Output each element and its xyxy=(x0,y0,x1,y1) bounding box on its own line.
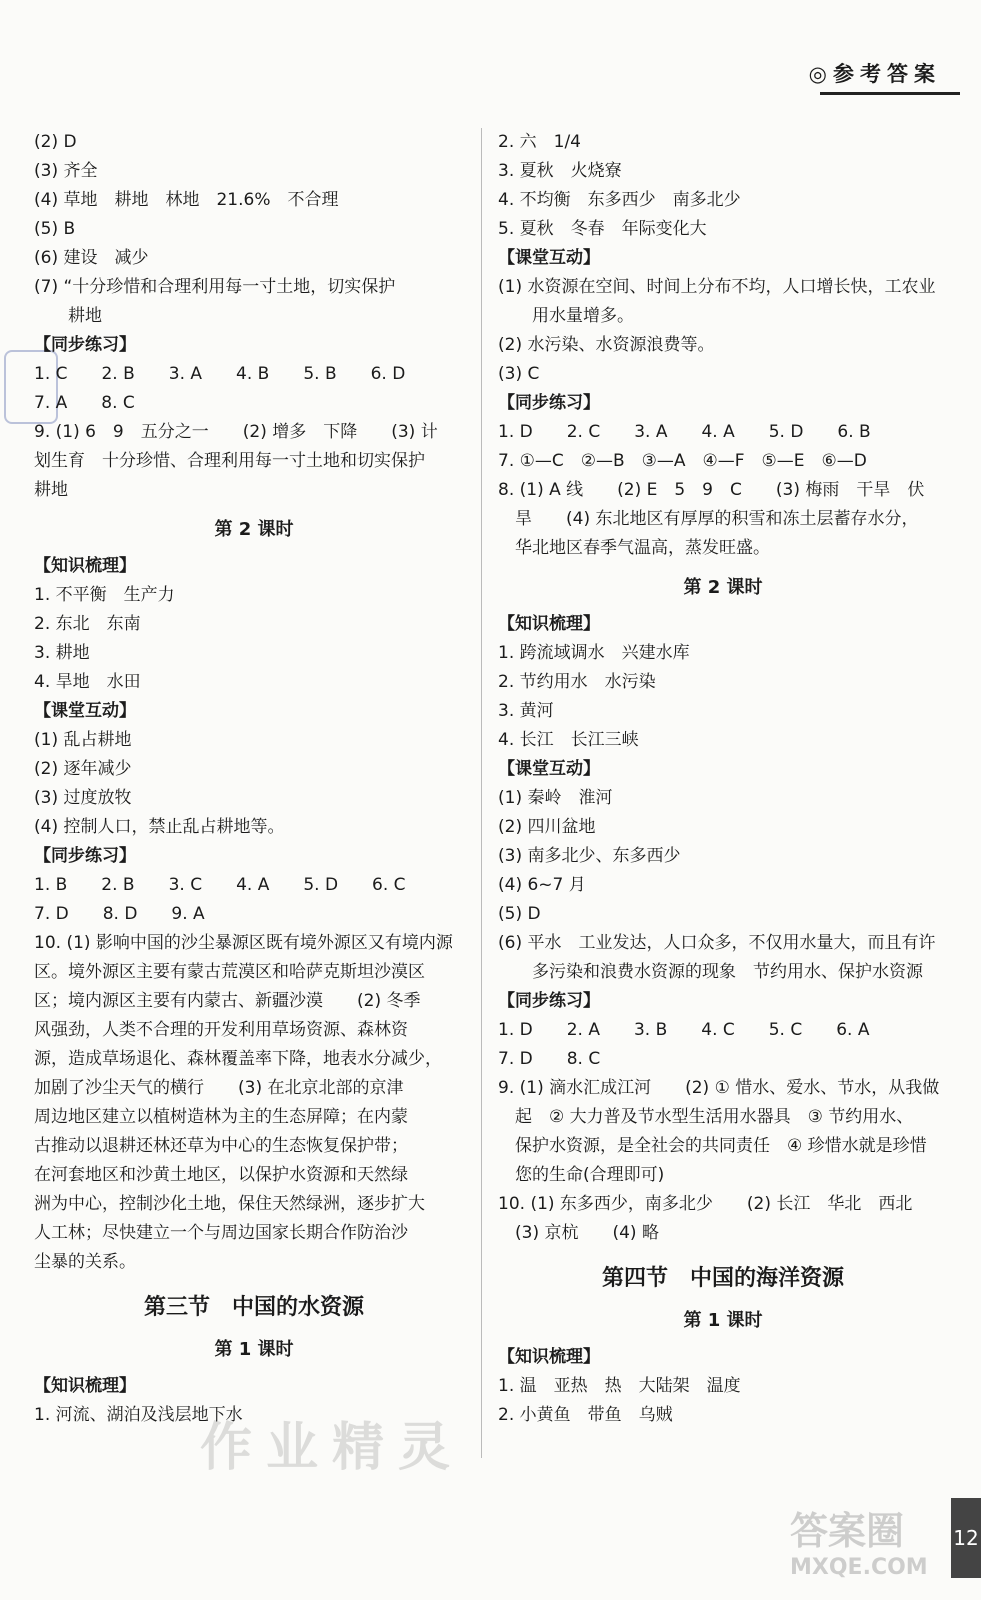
answer-line: (4) 控制人口，禁止乱占耕地等。 xyxy=(34,817,285,837)
section-bracket-heading: 【同步练习】 xyxy=(34,846,136,866)
answer-line: (1) 秦岭 淮河 xyxy=(498,788,613,808)
left-column xyxy=(34,128,474,1430)
answer-line: (7) “十分珍惜和合理利用每一寸土地，切实保护 xyxy=(34,277,396,297)
answer-line: 1. 河流、湖泊及浅层地下水 xyxy=(34,1405,243,1425)
answer-line: (3) C xyxy=(498,364,540,384)
answer-line: (2) 四川盆地 xyxy=(498,817,596,837)
section-bracket-heading: 【课堂互动】 xyxy=(498,759,600,779)
answer-line: 1. 温 亚热 热 大陆架 温度 xyxy=(498,1376,741,1396)
answer-line: 1. B 2. B 3. C 4. A 5. D 6. C xyxy=(34,875,406,895)
answer-line: (2) 水污染、水资源浪费等。 xyxy=(498,335,715,355)
answer-line: (6) 建设 减少 xyxy=(34,248,149,268)
section-bracket-heading: 【知识梳理】 xyxy=(34,556,136,576)
answer-line: 8. (1) A 线 (2) E 5 9 C (3) 梅雨 干旱 伏 xyxy=(498,480,925,500)
answer-line: 加剧了沙尘天气的横行 (3) 在北京北部的京津 xyxy=(34,1078,404,1098)
answer-line: (3) 京杭 (4) 略 xyxy=(498,1223,659,1243)
answer-line: 1. D 2. A 3. B 4. C 5. C 6. A xyxy=(498,1020,870,1040)
lesson-heading: 第 1 课时 xyxy=(683,1310,763,1331)
answer-line: (6) 平水 工业发达，人口众多，不仅用水量大，而且有许 xyxy=(498,933,936,953)
section-bracket-heading: 【课堂互动】 xyxy=(34,701,136,721)
answer-line: (1) 水资源在空间、时间上分布不均，人口增长快，工农业 xyxy=(498,277,936,297)
answer-line: (5) B xyxy=(34,219,76,239)
answer-line: 3. 夏秋 火烧寮 xyxy=(498,161,622,181)
answer-line: 耕地 xyxy=(34,480,68,500)
answer-line: 1. 不平衡 生产力 xyxy=(34,585,175,605)
answer-line: 10. (1) 影响中国的沙尘暴源区既有境外源区又有境内源 xyxy=(34,933,453,953)
answer-line: 古推动以退耕还林还草为中心的生态恢复保护带； xyxy=(34,1136,408,1156)
answer-line: 4. 不均衡 东多西少 南多北少 xyxy=(498,190,741,210)
page-header: ◎参考答案 xyxy=(808,62,941,86)
section-bracket-heading: 【课堂互动】 xyxy=(498,248,600,268)
section-title: 第四节 中国的海洋资源 xyxy=(601,1266,844,1291)
watermark: 作业精灵 xyxy=(200,1418,465,1478)
answer-line: 7. ①—C ②—B ③—A ④—F ⑤—E ⑥—D xyxy=(498,451,867,471)
section-bracket-heading: 【同步练习】 xyxy=(498,393,600,413)
answer-line: 3. 黄河 xyxy=(498,701,554,721)
answer-line: 7. D 8. C xyxy=(498,1049,601,1069)
answer-line: 旱 (4) 东北地区有厚厚的积雪和冻土层蓄存水分， xyxy=(498,509,919,529)
section-bracket-heading: 【知识梳理】 xyxy=(498,614,600,634)
lesson-heading: 第 2 课时 xyxy=(683,577,763,598)
section-bracket-heading: 【同步练习】 xyxy=(498,991,600,1011)
answer-line: 9. (1) 滴水汇成江河 (2) ① 惜水、爱水、节水，从我做 xyxy=(498,1078,940,1098)
answer-line: (1) 乱占耕地 xyxy=(34,730,132,750)
answer-line: 风强劲，人类不合理的开发利用草场资源、森林资 xyxy=(34,1020,408,1040)
answer-line: 4. 长江 长江三峡 xyxy=(498,730,639,750)
answer-line: 区。境外源区主要有蒙古荒漠区和哈萨克斯坦沙漠区 xyxy=(34,962,425,982)
answer-line: 尘暴的关系。 xyxy=(34,1252,136,1272)
answer-line: 起 ② 大力普及节水型生活用水器具 ③ 节约用水、 xyxy=(498,1107,914,1127)
answer-line: 2. 节约用水 水污染 xyxy=(498,672,656,692)
answer-line: 用水量增多。 xyxy=(498,306,634,326)
answer-line: 7. D 8. D 9. A xyxy=(34,904,205,924)
answer-line: 2. 小黄鱼 带鱼 乌贼 xyxy=(498,1405,673,1425)
answer-line: (4) 6~7 月 xyxy=(498,875,586,895)
answer-line: (2) 逐年减少 xyxy=(34,759,132,779)
answer-line: 保护水资源，是全社会的共同责任 ④ 珍惜水就是珍惜 xyxy=(498,1136,927,1156)
column-divider xyxy=(481,128,482,1458)
lesson-heading: 第 2 课时 xyxy=(214,519,294,540)
section-title: 第三节 中国的水资源 xyxy=(143,1295,364,1320)
answer-line: 华北地区春季气温高，蒸发旺盛。 xyxy=(498,538,770,558)
answer-line: (4) 草地 耕地 林地 21.6% 不合理 xyxy=(34,190,339,210)
answer-line: 在河套地区和沙黄土地区，以保护水资源和天然绿 xyxy=(34,1165,408,1185)
answer-line: 1. D 2. C 3. A 4. A 5. D 6. B xyxy=(498,422,871,442)
answer-line: (5) D xyxy=(498,904,541,924)
page-number: 12 xyxy=(951,1498,981,1578)
answer-line: 人工林；尽快建立一个与周边国家长期合作防治沙 xyxy=(34,1223,408,1243)
answer-line: 周边地区建立以植树造林为主的生态屏障；在内蒙 xyxy=(34,1107,408,1127)
answer-line: 源，造成草场退化、森林覆盖率下降，地表水分减少， xyxy=(34,1049,442,1069)
answer-line: 2. 东北 东南 xyxy=(34,614,141,634)
section-bracket-heading: 【同步练习】 xyxy=(34,335,136,355)
answer-line: 10. (1) 东多西少，南多北少 (2) 长江 华北 西北 xyxy=(498,1194,913,1214)
answer-line: 洲为中心，控制沙化土地，保住天然绿洲，逐步扩大 xyxy=(34,1194,425,1214)
logo-main: 答案圈 xyxy=(790,1509,905,1553)
answer-line: 4. 旱地 水田 xyxy=(34,672,141,692)
answer-line: 7. A 8. C xyxy=(34,393,135,413)
answer-line: 划生育 十分珍惜、合理利用每一寸土地和切实保护 xyxy=(34,451,425,471)
answer-line: (3) 过度放牧 xyxy=(34,788,132,808)
answer-line: 3. 耕地 xyxy=(34,643,90,663)
site-logo xyxy=(790,1500,970,1600)
answer-line: 区；境内源区主要有内蒙古、新疆沙漠 (2) 冬季 xyxy=(34,991,421,1011)
answer-line: 耕地 xyxy=(34,306,102,326)
lesson-heading: 第 1 课时 xyxy=(214,1339,294,1360)
answer-line: 1. C 2. B 3. A 4. B 5. B 6. D xyxy=(34,364,406,384)
answer-line: (2) D xyxy=(34,132,77,152)
header-rule xyxy=(820,92,960,95)
answer-line: 5. 夏秋 冬春 年际变化大 xyxy=(498,219,707,239)
right-column xyxy=(498,128,948,1430)
answer-line: 您的生命(合理即可) xyxy=(498,1165,665,1185)
answer-line: (3) 齐全 xyxy=(34,161,98,181)
answer-line: 9. (1) 6 9 五分之一 (2) 增多 下降 (3) 计 xyxy=(34,422,438,442)
answer-line: 1. 跨流域调水 兴建水库 xyxy=(498,643,690,663)
logo-sub: MXQE.COM xyxy=(790,1555,928,1580)
answer-line: 2. 六 1/4 xyxy=(498,132,581,152)
section-bracket-heading: 【知识梳理】 xyxy=(498,1347,600,1367)
answer-line: (3) 南多北少、东多西少 xyxy=(498,846,681,866)
answer-line: 多污染和浪费水资源的现象 节约用水、保护水资源 xyxy=(498,962,923,982)
section-bracket-heading: 【知识梳理】 xyxy=(34,1376,136,1396)
